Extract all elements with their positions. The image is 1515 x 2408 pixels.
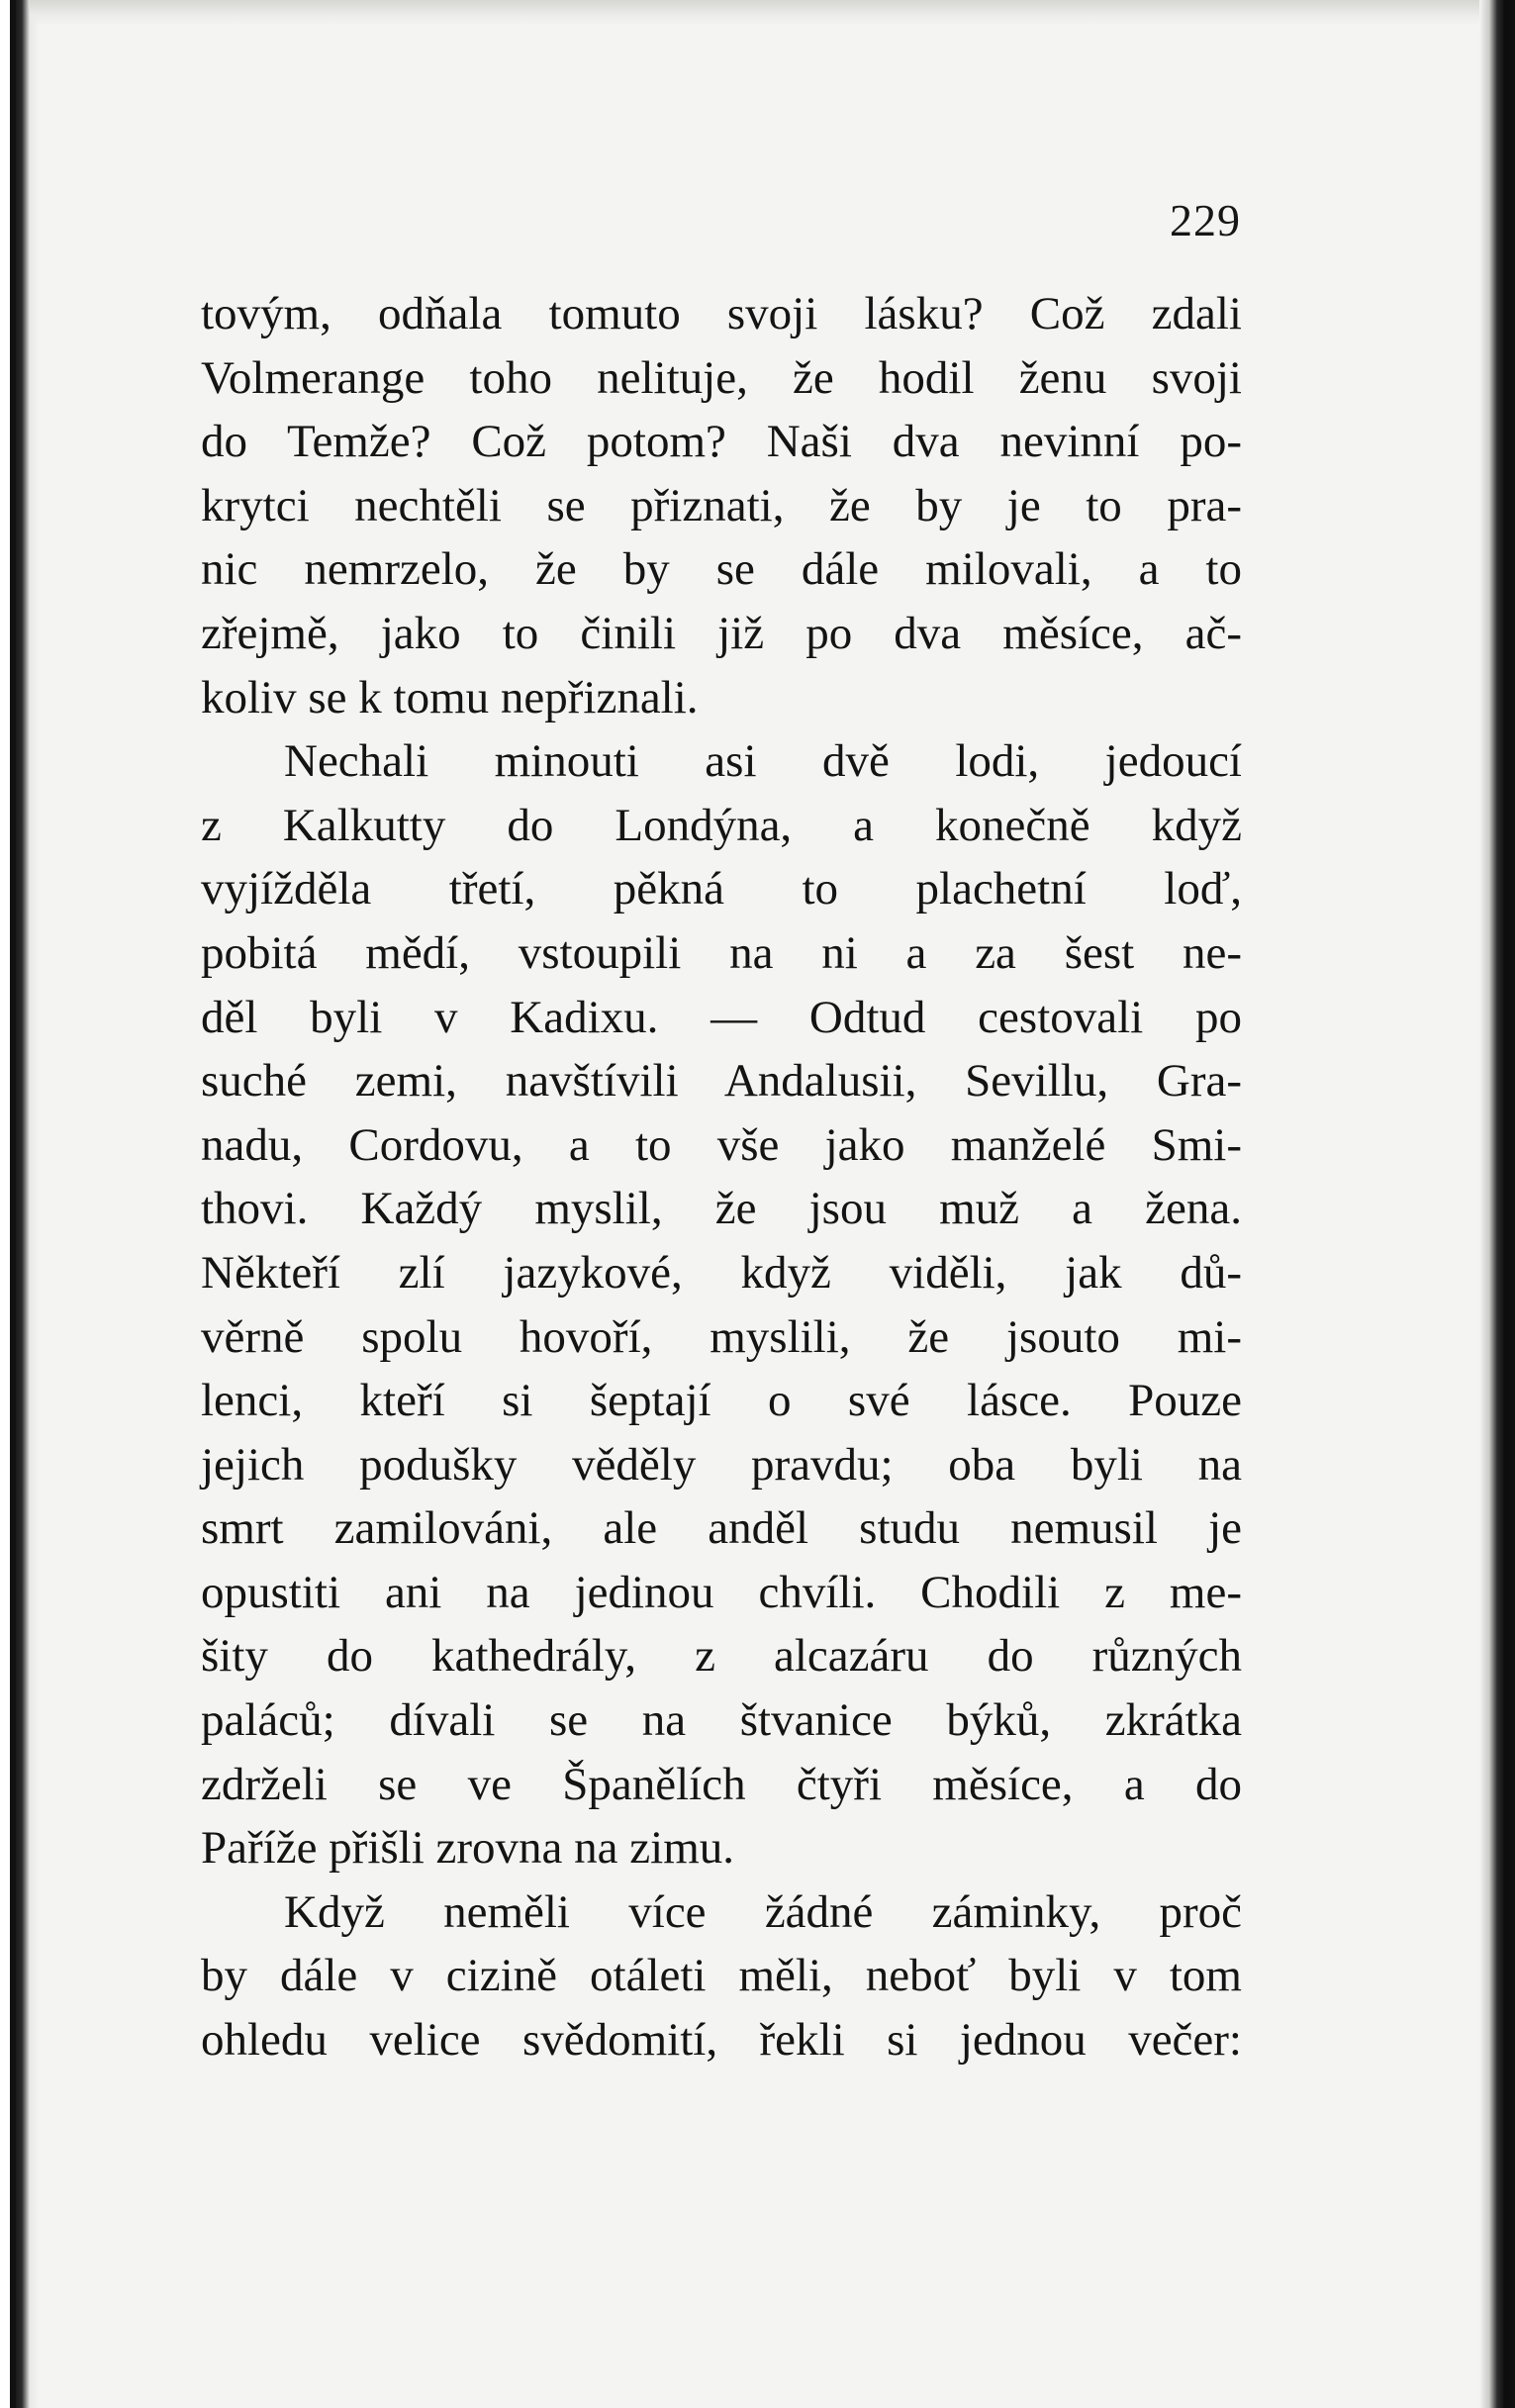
text-line: děl byli v Kadixu. — Odtud cestovali po: [201, 991, 1242, 1043]
page-number: 229: [1170, 195, 1241, 245]
text-line: Volmerange toho nelituje, že hodil ženu svoji: [201, 351, 1242, 404]
text-line: vyjížděla třetí, pěkná to plachetní loď,: [201, 863, 1242, 915]
text-line: nadu, Cordovu, a to vše jako manželé Smi-: [201, 1118, 1242, 1171]
book-binding-edge: [0, 0, 40, 2408]
text-line: by dále v cizině otáleti měli, neboť byli v tom: [201, 1950, 1242, 2002]
text-line: tovým, odňala tomuto svoji lásku? Což zdali: [201, 288, 1242, 339]
text-line: ohledu velice svědomití, řekli si jednou večer:: [201, 2014, 1242, 2067]
text-line: pobitá mědí, vstoupili na ni a za šest ne-: [201, 926, 1242, 979]
text-line: lenci, kteří si šeptají o své lásce. Pouze: [201, 1375, 1242, 1427]
text-line: věrně spolu hovoří, myslili, že jsouto mi-: [201, 1310, 1242, 1363]
body-text: [201, 282, 1242, 2072]
paragraph-first-line: Když neměli více žádné záminky, proč: [284, 1885, 1242, 1938]
text-line: Někteří zlí jazykové, když viděli, jak dů-: [201, 1246, 1242, 1299]
text-line: do Temže? Což potom? Naši dva nevinní po-: [201, 416, 1242, 468]
text-line: jejich podušky věděly pravdu; oba byli na: [201, 1438, 1242, 1491]
text-line: krytci nechtěli se přiznati, že by je to pra-: [201, 479, 1242, 531]
text-line: z Kalkutty do Londýna, a konečně když: [201, 799, 1242, 851]
text-line: zřejmě, jako to činili již po dva měsíce, ač-: [201, 607, 1242, 659]
text-line: Paříže přišli zrovna na zimu.: [201, 1822, 735, 1875]
text-line: opustiti ani na jedinou chvíli. Chodili z me-: [201, 1566, 1242, 1618]
text-line: šity do kathedrály, z alcazáru do různých: [201, 1630, 1242, 1683]
text-line: thovi. Každý myslil, že jsou muž a žena.: [201, 1183, 1242, 1235]
text-line: smrt zamilováni, ale anděl studu nemusil je: [201, 1502, 1242, 1555]
text-line: paláců; dívali se na štvanice býků, zkrátka: [201, 1694, 1242, 1747]
text-line: koliv se k tomu nepřiznali.: [201, 671, 699, 723]
text-line: nic nemrzelo, že by se dále milovali, a to: [201, 543, 1242, 596]
text-line: suché zemi, navštívili Andalusii, Sevillu, Gra-: [201, 1055, 1242, 1108]
page-top-shadow: [30, 0, 1479, 26]
page-right-edge: [1479, 0, 1515, 2408]
text-line: zdrželi se ve Španělích čtyři měsíce, a do: [201, 1758, 1242, 1810]
paragraph-first-line: Nechali minouti asi dvě lodi, jedoucí: [284, 735, 1242, 788]
